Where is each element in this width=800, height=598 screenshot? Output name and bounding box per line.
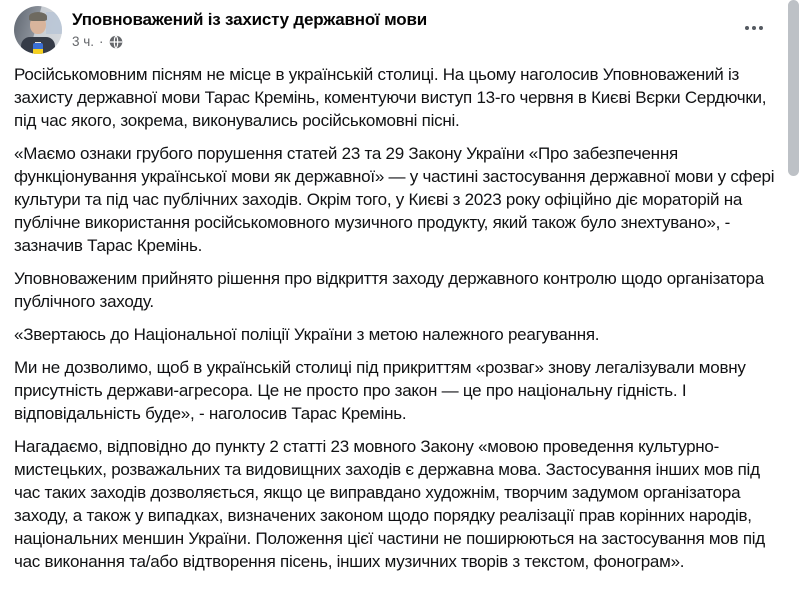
scrollbar-thumb[interactable] bbox=[788, 0, 799, 176]
ukraine-flag-icon bbox=[33, 43, 43, 54]
post-meta bbox=[72, 34, 427, 49]
post-paragraph: Ми не дозволимо, щоб в українській столиці під прикриттям «розваг» знову легалізували мовну присутність держави-агресора. Це не просто про закон — це про національну гідність. І відповідальність буде», - наголосив Тарас Кремінь. bbox=[14, 358, 746, 423]
meta-separator: · bbox=[99, 34, 104, 49]
ellipsis-icon bbox=[745, 26, 763, 30]
post-header bbox=[0, 0, 800, 54]
globe-icon bbox=[109, 35, 123, 49]
post-paragraph: Нагадаємо, відповідно до пункту 2 статті 23 мовного Закону «мовою проведення культурно-мистецьких, розважальних та видовищних заходів є державна мова. Застосування інших мов під час таких заходів дозволяється, якщо це виправдано художнім, творчим задумом організатора заходу, а також у випадках, визначених законом щодо порядку реалізації прав корінних народів, національних меншин України. Положення цієї частини не поширюються на застосування мов під час виконання та/або відтворення пісень, інших музичних творів з текстом, фонограм». bbox=[14, 437, 765, 571]
avatar[interactable] bbox=[14, 6, 62, 54]
post-timestamp[interactable]: 3 ч. bbox=[72, 34, 95, 50]
avatar-hair bbox=[29, 12, 47, 21]
post-paragraph: «Звертаюсь до Національної поліції України з метою належного реагування. bbox=[14, 325, 600, 344]
post-paragraph: «Маємо ознаки грубого порушення статей 23 та 29 Закону України «Про забезпечення функціонування української мови як державної» — у частині застосування державної мови у сфері культури та під час публічних заходів. Окрім того, у Києві з 2023 року офіційно діє мораторій на публічне використання російськомовного музичного продукту, який також було знехтувано», - зазначив Тарас Кремінь. bbox=[14, 144, 775, 255]
post-content bbox=[0, 54, 800, 573]
page-name-link[interactable]: Уповноважений із захисту державної мови bbox=[72, 10, 427, 29]
more-options-button[interactable] bbox=[738, 16, 770, 40]
header-info bbox=[72, 6, 427, 49]
scrollbar[interactable] bbox=[787, 0, 800, 598]
post-paragraph: Російськомовним пісням не місце в українській столиці. На цьому наголосив Уповноважений із захисту державної мови Тарас Кремінь, коментуючи виступ 13-го червня в Києві Вєрки Сердючки, під час якого, зокрема, виконувались російськомовні пісні. bbox=[14, 65, 767, 130]
avatar-background-panel bbox=[46, 12, 62, 34]
post-paragraph: Уповноваженим прийнято рішення про відкриття заходу державного контролю щодо організатора публічного заходу. bbox=[14, 269, 764, 311]
